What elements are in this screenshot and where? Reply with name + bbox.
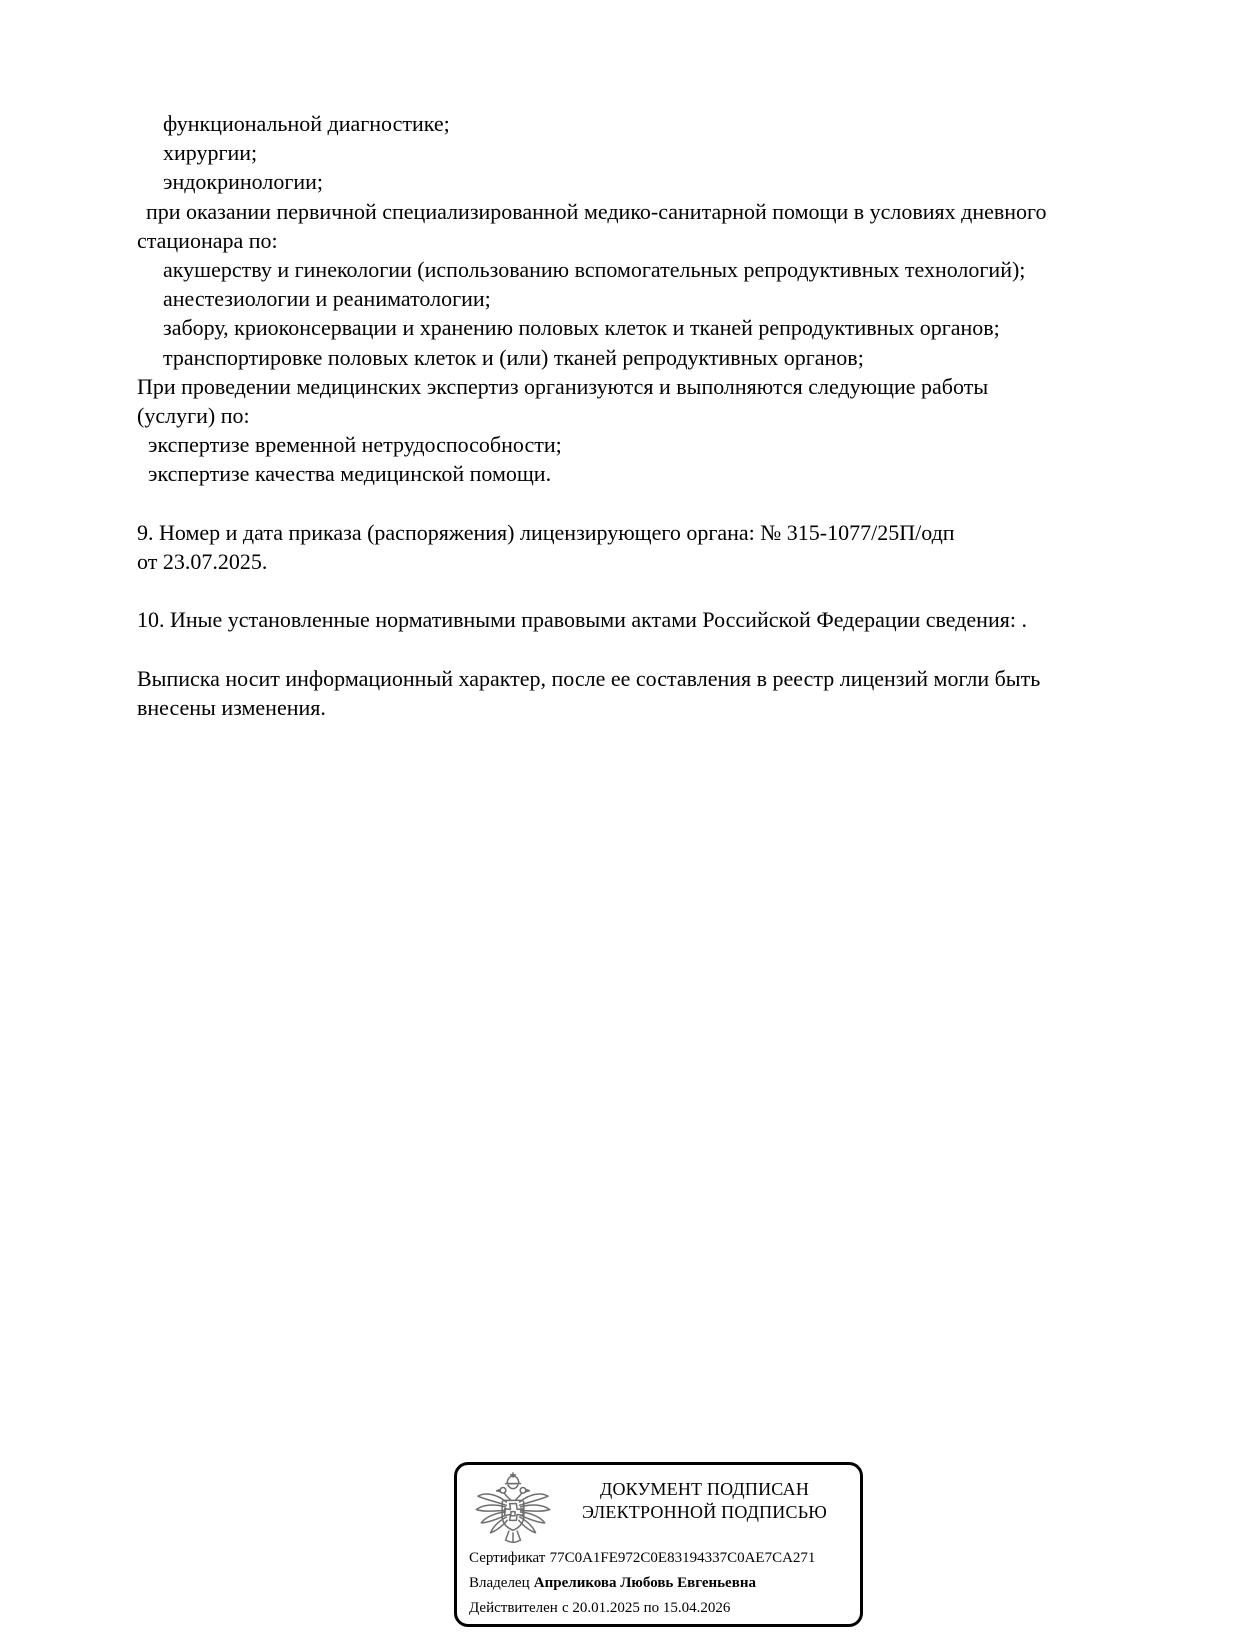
validity-label: Действителен: [469, 1600, 558, 1616]
stamp-title-line1: ДОКУМЕНТ ПОДПИСАН: [599, 1479, 810, 1499]
text-line: транспортировке половых клеток и (или) тканей репродуктивных органов;: [163, 344, 864, 370]
text-line: акушерству и гинекологии (использованию вспомогательных репродуктивных технологий);: [163, 257, 1026, 283]
blank-line: [137, 576, 1167, 605]
certificate-value: 77C0A1FE972C0E83194337C0AE7CA271: [549, 1550, 816, 1566]
text-line: При проведении медицинских экспертиз организуются и выполняются следующие работы: [137, 373, 989, 399]
text-line: от 23.07.2025.: [137, 549, 268, 575]
text-line: экспертизе качества медицинской помощи.: [148, 461, 552, 487]
text-line: 10. Иные установленные нормативными правовыми актами Российской Федерации сведения: .: [137, 607, 1027, 633]
stamp-info: [469, 1546, 852, 1621]
owner-value: Апреликова Любовь Евгеньевна: [533, 1575, 756, 1591]
text-line: забору, криоконсервации и хранению половых клеток и тканей репродуктивных органов;: [163, 315, 1000, 341]
electronic-signature-stamp: [454, 1462, 863, 1627]
certificate-label: Сертификат: [469, 1550, 546, 1566]
stamp-title-line2: ЭЛЕКТРОННОЙ ПОДПИСЬЮ: [582, 1502, 827, 1522]
owner-line: [469, 1571, 852, 1596]
text-line: хирургии;: [163, 140, 258, 166]
blank-line: [137, 635, 1167, 664]
text-line: анестезиологии и реаниматологии;: [163, 286, 491, 312]
document-lines: [137, 109, 1167, 722]
text-line: внесены изменения.: [137, 695, 326, 721]
text-line: Выписка носит информационный характер, после ее составления в реестр лицензий могли быть: [137, 665, 1041, 691]
blank-line: [137, 489, 1167, 518]
owner-label: Владелец: [469, 1575, 530, 1591]
stamp-title: [557, 1478, 852, 1524]
text-line: экспертизе временной нетрудоспособности;: [148, 432, 562, 458]
certificate-line: [469, 1546, 852, 1571]
roszdravnadzor-eagle-emblem: [471, 1472, 555, 1552]
validity-line: [469, 1596, 852, 1621]
text-line: стационара по:: [137, 227, 278, 253]
text-line: функциональной диагностике;: [163, 111, 450, 136]
validity-value: с 20.01.2025 по 15.04.2026: [562, 1600, 731, 1616]
text-line: (услуги) по:: [137, 403, 250, 429]
text-line: эндокринологии;: [163, 169, 324, 195]
text-line: при оказании первичной специализированной медико-санитарной помощи в условиях дневного: [146, 198, 1047, 224]
text-line: 9. Номер и дата приказа (распоряжения) лицензирующего органа: № 315-1077/25П/одп: [137, 519, 955, 545]
